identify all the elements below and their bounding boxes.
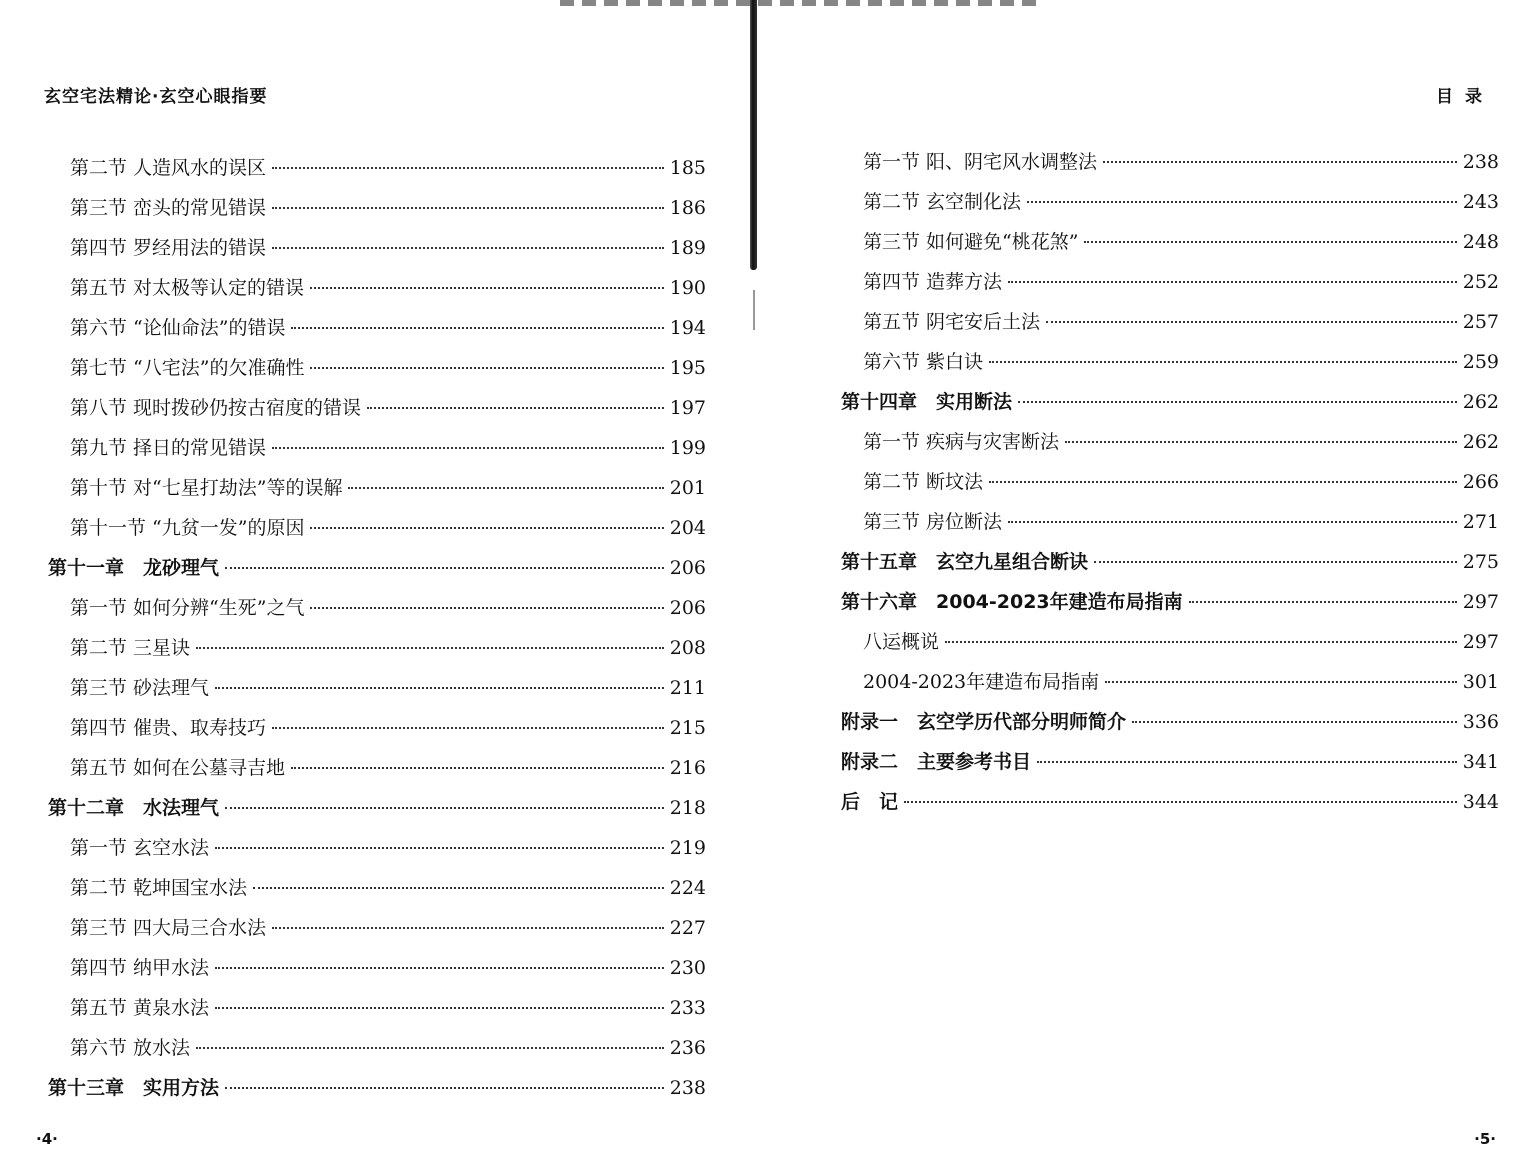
entry-page-number: 252 [1462,271,1499,293]
toc-section-entry[interactable] [46,908,706,948]
toc-section-entry[interactable] [46,868,706,908]
entry-title: 第五节 黄泉水法 [70,997,210,1019]
toc-section-entry[interactable] [839,262,1499,302]
dot-leader [225,1086,664,1089]
toc-section-entry[interactable] [46,668,706,708]
dot-leader [1065,440,1457,443]
entry-title: 第五节 如何在公墓寻吉地 [70,757,286,779]
toc-section-entry[interactable] [839,182,1499,222]
entry-title: 第三节 房位断法 [863,511,1003,533]
dot-leader [1018,400,1457,403]
dot-leader [1008,520,1457,523]
entry-page-number: 206 [669,557,706,579]
dot-leader [196,646,664,649]
toc-section-entry[interactable] [46,308,706,348]
toc-section-entry[interactable] [839,662,1499,702]
entry-page-number: 336 [1462,711,1499,733]
toc-section-entry[interactable] [46,588,706,628]
toc-chapter-entry[interactable] [46,788,706,828]
entry-title: 第十一章 龙砂理气 [48,557,220,579]
dot-leader [904,800,1457,803]
dot-leader [215,966,664,969]
entry-page-number: 208 [669,637,706,659]
entry-page-number: 262 [1462,391,1499,413]
toc-section-entry[interactable] [46,228,706,268]
entry-title: 第四节 催贵、取寿技巧 [70,717,267,739]
entry-page-number: 271 [1462,511,1499,533]
dot-leader [310,286,664,289]
running-head: 目录 [1436,87,1494,107]
toc-section-entry[interactable] [839,142,1499,182]
entry-title: 第十三章 实用方法 [48,1077,220,1099]
dot-leader [1037,760,1457,763]
entry-title: 后 记 [841,791,899,813]
dot-leader [1046,320,1457,323]
entry-page-number: 215 [669,717,706,739]
entry-title: 第十节 对“七星打劫法”等的误解 [70,477,343,499]
entry-title: 第三节 如何避免“桃花煞” [863,231,1079,253]
entry-title: 第一节 玄空水法 [70,837,210,859]
entry-page-number: 262 [1462,431,1499,453]
entry-page-number: 218 [669,797,706,819]
entry-page-number: 266 [1462,471,1499,493]
toc-section-entry[interactable] [46,948,706,988]
dot-leader [272,446,664,449]
entry-title: 第十六章 2004-2023年建造布局指南 [841,591,1183,613]
entry-title: 第三节 四大局三合水法 [70,917,267,939]
dot-leader [1103,160,1457,163]
entry-page-number: 227 [669,917,706,939]
entry-title: 第四节 造葬方法 [863,271,1003,293]
entry-title: 第六节 “论仙命法”的错误 [70,317,286,339]
toc-section-entry[interactable] [46,388,706,428]
toc-section-entry[interactable] [839,502,1499,542]
entry-page-number: 301 [1462,671,1499,693]
dot-leader [253,886,664,889]
entry-title: 第十五章 玄空九星组合断诀 [841,551,1089,573]
dot-leader [215,1006,664,1009]
running-head: 玄空宅法精论·玄空心眼指要 [44,87,268,107]
entry-page-number: 204 [669,517,706,539]
entry-page-number: 195 [669,357,706,379]
toc-section-entry[interactable] [46,988,706,1028]
entry-page-number: 197 [669,397,706,419]
entry-page-number: 275 [1462,551,1499,573]
toc-chapter-entry[interactable] [839,702,1499,742]
entry-page-number: 248 [1462,231,1499,253]
toc-section-entry[interactable] [46,828,706,868]
entry-title: 第一节 疾病与灾害断法 [863,431,1060,453]
toc-section-entry[interactable] [839,342,1499,382]
page-number: ·5· [1474,1130,1496,1148]
entry-title: 第三节 砂法理气 [70,677,210,699]
dot-leader [1094,560,1457,563]
entry-page-number: 243 [1462,191,1499,213]
page-number: ·4· [36,1130,58,1148]
dot-leader [310,526,663,529]
toc-section-entry[interactable] [46,268,706,308]
entry-title: 第二节 人造风水的误区 [70,157,267,179]
entry-title: 第一节 如何分辨“生死”之气 [70,597,305,619]
toc-section-entry[interactable] [839,462,1499,502]
dot-leader [291,326,663,329]
dot-leader [1008,280,1457,283]
entry-title: 附录一 玄空学历代部分明师简介 [841,711,1127,733]
entry-title: 附录二 主要参考书目 [841,751,1032,773]
entry-page-number: 185 [669,157,706,179]
entry-title: 第八节 现时拨砂仍按古宿度的错误 [70,397,362,419]
right-page [757,0,1534,1174]
dot-leader [1189,600,1457,603]
toc-chapter-entry[interactable] [839,582,1499,622]
entry-title: 第三节 峦头的常见错误 [70,197,267,219]
entry-title: 第六节 放水法 [70,1037,191,1059]
toc-section-entry[interactable] [46,1028,706,1068]
dot-leader [291,766,664,769]
dot-leader [215,846,664,849]
entry-title: 第五节 对太极等认定的错误 [70,277,305,299]
dot-leader [196,1046,664,1049]
left-page [0,0,752,1174]
entry-title: 第十一节 “九贫一发”的原因 [70,517,305,539]
toc-section-entry[interactable] [46,148,706,188]
dot-leader [989,480,1457,483]
entry-page-number: 219 [669,837,706,859]
dot-leader [1132,720,1457,723]
dot-leader [348,486,663,489]
entry-page-number: 238 [669,1077,706,1099]
dot-leader [1105,680,1457,683]
dot-leader [272,926,664,929]
entry-page-number: 186 [669,197,706,219]
toc-chapter-entry[interactable] [839,382,1499,422]
toc-section-entry[interactable] [46,748,706,788]
entry-page-number: 297 [1462,591,1499,613]
entry-title: 第二节 三星诀 [70,637,191,659]
book-spine-mark [753,290,755,330]
entry-page-number: 341 [1462,751,1499,773]
dot-leader [367,406,664,409]
entry-page-number: 259 [1462,351,1499,373]
toc-chapter-entry[interactable] [839,742,1499,782]
toc-section-entry[interactable] [46,628,706,668]
entry-title: 八运概说 [863,631,940,653]
dot-leader [215,686,664,689]
entry-title: 第六节 紫白诀 [863,351,984,373]
dot-leader [945,640,1457,643]
entry-title: 第九节 择日的常见错误 [70,437,267,459]
toc-chapter-entry[interactable] [839,542,1499,582]
entry-page-number: 236 [669,1037,706,1059]
dot-leader [225,806,664,809]
toc-section-entry[interactable] [839,422,1499,462]
toc-chapter-entry[interactable] [46,548,706,588]
dot-leader [1084,240,1456,243]
entry-page-number: 297 [1462,631,1499,653]
dot-leader [272,726,664,729]
entry-page-number: 238 [1462,151,1499,173]
toc-section-entry[interactable] [839,222,1499,262]
dot-leader [310,606,663,609]
toc-section-entry[interactable] [46,428,706,468]
entry-title: 第五节 阴宅安后土法 [863,311,1041,333]
entry-page-number: 199 [669,437,706,459]
entry-title: 第四节 罗经用法的错误 [70,237,267,259]
entry-page-number: 230 [669,957,706,979]
entry-title: 第十四章 实用断法 [841,391,1013,413]
dot-leader [225,566,664,569]
entry-title: 2004-2023年建造布局指南 [863,671,1100,693]
entry-page-number: 206 [669,597,706,619]
entry-page-number: 190 [669,277,706,299]
toc-chapter-entry[interactable] [839,782,1499,822]
dot-leader [310,366,663,369]
toc-section-entry[interactable] [46,188,706,228]
dot-leader [272,206,664,209]
entry-title: 第十二章 水法理气 [48,797,220,819]
toc-list [46,148,706,1108]
toc-section-entry[interactable] [46,348,706,388]
toc-section-entry[interactable] [46,468,706,508]
entry-title: 第七节 “八宅法”的欠准确性 [70,357,305,379]
toc-section-entry[interactable] [46,508,706,548]
entry-title: 第四节 纳甲水法 [70,957,210,979]
dot-leader [1027,200,1457,203]
toc-section-entry[interactable] [839,302,1499,342]
toc-chapter-entry[interactable] [46,1068,706,1108]
entry-title: 第二节 玄空制化法 [863,191,1022,213]
entry-title: 第二节 乾坤国宝水法 [70,877,248,899]
dot-leader [272,166,664,169]
entry-page-number: 189 [669,237,706,259]
entry-page-number: 201 [669,477,706,499]
toc-section-entry[interactable] [46,708,706,748]
entry-title: 第一节 阳、阴宅风水调整法 [863,151,1098,173]
toc-section-entry[interactable] [839,622,1499,662]
dot-leader [272,246,664,249]
entry-page-number: 224 [669,877,706,899]
entry-page-number: 211 [669,677,706,699]
entry-page-number: 216 [669,757,706,779]
entry-page-number: 233 [669,997,706,1019]
dot-leader [989,360,1457,363]
entry-title: 第二节 断坟法 [863,471,984,493]
entry-page-number: 344 [1462,791,1499,813]
entry-page-number: 194 [669,317,706,339]
toc-list [839,142,1499,822]
entry-page-number: 257 [1462,311,1499,333]
